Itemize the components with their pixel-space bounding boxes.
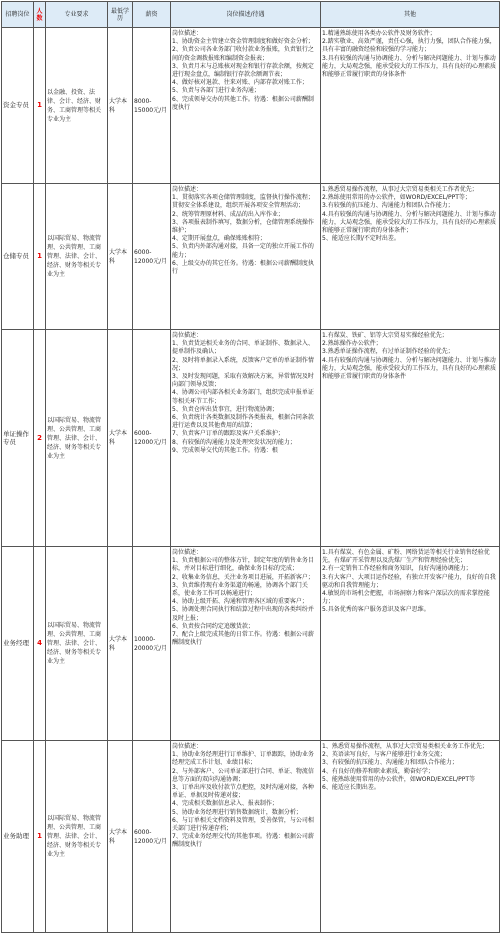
other-line: 2.有一定销售工作经验和商务知识，良好沟通协调能力； xyxy=(322,565,472,573)
major-cell: 以国际贸易、物流管理、公共管理、工商管理、法律、会计、经济、财务等相关专业为主 xyxy=(46,184,108,330)
duty-line: 1、协助资金主管建立资金管理制度和做好资金分析； xyxy=(172,38,314,46)
other-line: 4.具有较强的沟通与协调能力、分析与解决问题能力、计划与推动能力，大局观念强，能承受较大的工作压力，具有良好的心理素质和能够正常履行职责的身体条件； xyxy=(322,210,497,235)
duties-cell xyxy=(171,547,321,741)
degree-cell: 大学本科 xyxy=(108,330,133,547)
duty-line: 2、统筹管理原材料、成品的出入库作业； xyxy=(172,210,284,218)
count-cell: 1 xyxy=(34,184,46,330)
header-position: 招聘岗位 xyxy=(2,2,34,28)
header-other: 其他 xyxy=(321,2,500,28)
position-cell: 业务助理 xyxy=(2,741,34,933)
other-line: 4、有良好的修养和职业素质，勤奋好学； xyxy=(322,767,434,775)
count-cell: 1 xyxy=(34,28,46,184)
duty-line: 3、各项报表制作填写，数据分析，仓储管理系统操作维护； xyxy=(172,218,314,235)
duty-line: 5、负责仓库出货事宜，进行物流协调； xyxy=(172,405,278,413)
duty-line: 2、及时将单据录入系统，反馈客户定单的单证制作情况； xyxy=(172,356,314,372)
degree-cell: 大学本科 xyxy=(108,547,133,741)
duty-line: 6、与订单相关文档资料及管理，妥善保管，与公司相关部门进行传递存档； xyxy=(172,816,314,833)
duty-line: 9、完成领导交代的其他工作。待遇：根 xyxy=(172,446,278,454)
header-row xyxy=(2,2,500,28)
major-cell: 以金融、投资、法律、会计、经济、财务、工商管理等相关专业为主 xyxy=(46,28,108,184)
header-major: 专业要求 xyxy=(46,2,108,28)
table-row xyxy=(2,28,500,184)
table-row xyxy=(2,184,500,330)
other-line: 1、熟悉贸易操作流程，从事过大宗贸易类相关业务工作优先； xyxy=(322,743,488,750)
duty-line: 2、负责公司各业务部门收付款业务报账，负责银行之间的资金调拨报账和编制资金报表； xyxy=(172,46,314,62)
position-cell: 单证操作专员 xyxy=(2,330,34,547)
other-line: 6、能适应长期出差。 xyxy=(322,784,380,792)
other-cell xyxy=(321,184,500,330)
other-line: 3.有较强的抗压能力、沟通能力和团队合作能力； xyxy=(322,202,454,210)
other-cell xyxy=(321,330,500,547)
duty-line: 7、完成业务经理交代的其他事项。待遇：根据公司薪酬制度执行 xyxy=(172,833,314,849)
header-duties: 岗位描述/待遇 xyxy=(171,2,321,28)
other-line: 5、能熟练使用常用的办公软件，如WORD/EXCEL/PPT等 xyxy=(322,775,475,783)
duty-line: 岗位描述： xyxy=(172,549,203,556)
duty-line: 岗位描述： xyxy=(172,743,203,750)
duty-line: 岗位描述： xyxy=(172,30,203,37)
duty-line: 岗位描述： xyxy=(172,332,203,339)
duties-cell xyxy=(171,28,321,184)
duty-line: 1、协助业务经理进行订单维护、订单跟踪，协助业务经理完成工作计划、业绩目标； xyxy=(172,751,314,767)
duty-line: 2、与外部客户、公司单证部进行合同、单证、物流信息等方面的双向沟通协调； xyxy=(172,767,314,783)
duty-line: 4、协助上级开拓、沟通和管理各区域的重要客户； xyxy=(172,598,308,606)
count-cell: 4 xyxy=(34,547,46,741)
major-cell: 以国际贸易、物流管理、公共管理、工商管理、法律、会计、经济、财务等相关专业为主 xyxy=(46,741,108,933)
other-cell xyxy=(321,547,500,741)
duty-line: 4、定期开展盘点，确保账账相符； xyxy=(172,235,266,243)
degree-cell: 大学本科 xyxy=(108,28,133,184)
table-row xyxy=(2,330,500,547)
duty-line: 5、协助业务经理进行销售数据统计，数据分析； xyxy=(172,808,302,816)
position-cell: 资金专员 xyxy=(2,28,34,184)
other-line: 4.具有较强的沟通与协调能力、分析与解决问题能力、计划与推动能力，大局观念强，能承受较大的工作压力，具有良好的心理素质和能够正常履行职责的身体条件 xyxy=(322,356,497,381)
count-cell: 2 xyxy=(34,330,46,547)
other-line: 4.敏锐的市场机会把握，市场洞察力和客户深层次的需求掌控能力； xyxy=(322,590,490,606)
other-line: 2.熟练使用常用的办公软件，如WORD/EXCEL/PPT等； xyxy=(322,194,471,202)
duty-line: 4、做好核对退款、往来对账、内部存款对账工作； xyxy=(172,79,308,87)
salary-cell: 8000-15000元/月 xyxy=(133,28,171,184)
duty-line: 4、协调公司内部各相关业务部门，组织完成申报单证等相关环节工作； xyxy=(172,389,314,405)
other-line: 3.有大客户、大项目运作经验，有独立开发客户能力，良好的自我驱动和自我管理能力； xyxy=(322,573,496,589)
other-line: 2.踏实敬业、高效严谨，责任心强，执行力强，团队合作能力强，具有丰富的融资经验和较强的学习能力； xyxy=(322,38,496,54)
duty-line: 5、负责与各部门进行业务沟通； xyxy=(172,87,260,95)
position-cell: 仓储专员 xyxy=(2,184,34,330)
header-salary: 薪资 xyxy=(133,2,171,28)
duties-cell xyxy=(171,184,321,330)
duties-cell xyxy=(171,330,321,547)
header-count: 人数 xyxy=(34,2,46,28)
count-cell: 1 xyxy=(34,741,46,933)
duty-line: 5、协调处理合同执行和结算过程中出现的各类纠纷并及时上报； xyxy=(172,606,314,622)
duty-line: 7、负责客户订单的跟踪及客户关系维护； xyxy=(172,430,284,438)
other-line: 5、能适应长期/不定时出差。 xyxy=(322,235,400,243)
duty-line: 1、负责根据公司的整体方针，制定年度的销售业务目标，并对目标进行细化，确保业务目标的完成； xyxy=(172,557,314,573)
duty-line: 7、配合上级完成其他的日常工作。待遇：根据公司薪酬制度执行 xyxy=(172,631,314,647)
duty-line: 1、负责货运相关业务的合同、单证制作、数据录入、提单制作及确认； xyxy=(172,340,314,356)
other-line: 1.熟悉贸易操作流程，从事过大宗贸易类相关工作者优先； xyxy=(322,186,478,193)
duty-line: 5、负责内外部沟通对接，具备一定的独立开展工作的能力； xyxy=(172,243,314,259)
salary-cell: 10000-20000元/月 xyxy=(133,547,171,741)
duty-line: 岗位描述： xyxy=(172,186,203,193)
duty-line: 3、负责维持现有业务渠道的畅通，协调各个部门关系，使业务工作可以畅通进行； xyxy=(172,581,308,598)
degree-cell: 大学本科 xyxy=(108,184,133,330)
duty-line: 3、负责月末与总账核对现金和银行存款余额，按规定进行现金盘点，编制银行存款余额调节表； xyxy=(172,62,314,79)
other-line: 1.有煤炭、铁矿、铝等大宗贸易实操经验优先； xyxy=(322,332,448,339)
other-line: 1.具有煤炭、有色金属、矿粉、网络货运等相关行业销售经验优先，有煤矿开采管理以及洗煤厂生产和管理经验优先； xyxy=(322,549,490,565)
duty-line: 6、上级交办的其它任务。待遇：根据公司薪酬制度执行 xyxy=(172,259,314,276)
major-cell: 以国际贸易、物流管理、公共管理、工商管理、法律、会计、经济、财务等相关专业为主 xyxy=(46,330,108,547)
header-degree: 最低学历 xyxy=(108,2,133,28)
other-cell xyxy=(321,28,500,184)
recruitment-table xyxy=(1,1,500,933)
table-row xyxy=(2,741,500,933)
salary-cell: 6000-12000元/月 xyxy=(133,741,171,933)
other-line: 5.具备优秀的客户服务意识及客户思维。 xyxy=(322,606,430,614)
duty-line: 2、收集业务信息，关注业务项目进展，开拓新客户； xyxy=(172,573,314,581)
duty-line: 8、有较强的沟通能力及处理突发状况的能力； xyxy=(172,438,296,446)
table-row xyxy=(2,547,500,741)
duties-cell xyxy=(171,741,321,933)
other-line: 2.熟练操作办公软件； xyxy=(322,340,382,348)
salary-cell: 6000-12000元/月 xyxy=(133,330,171,547)
duty-line: 6、负责统计各类数据及制作各类报表，根据合同条款进行运费以及其他费用的结算； xyxy=(172,414,314,430)
other-cell xyxy=(321,741,500,933)
duty-line: 6、完成领导交办的其他工作。待遇：根据公司薪酬制度执行 xyxy=(172,95,314,111)
salary-cell: 6000-12000元/月 xyxy=(133,184,171,330)
other-line: 3.具有较强的沟通与协调能力、分析与解决问题能力、计划与推动能力，大局观念强，能承受较大的工作压力，具有良好的心理素质和能够正常履行职责的身体条件 xyxy=(322,54,497,79)
duty-line: 3、订单出库及收付款节点把控，及时沟通对接，各种单证、单据及时传递对接； xyxy=(172,784,314,800)
duty-line: 1、贯彻落实各项仓储管理制度，监督执行操作流程；贯彻安全体系建设，组织开展各项安全管理活动； xyxy=(172,194,314,210)
duty-line: 4、完成相关数据信息录入、报表制作； xyxy=(172,800,278,808)
duty-line: 6、负责按合同约定追缴货款； xyxy=(172,622,254,630)
duty-line: 3、及时发现问题，采取有效解决方案，异常情况及时向部门领导反馈； xyxy=(172,373,314,389)
degree-cell: 大学本科 xyxy=(108,741,133,933)
major-cell: 以国际贸易、物流管理、公共管理、工商管理、法律、会计、经济、财务等相关专业为主 xyxy=(46,547,108,741)
other-line: 3、有较强的抗压能力、沟通能力和团队合作能力； xyxy=(322,759,458,767)
other-line: 2、英语读写良好，与客户能够进行业务交流； xyxy=(322,751,446,759)
other-line: 1.精通熟练使用各类办公软件及财务软件； xyxy=(322,30,436,37)
other-line: 3.熟悉单证操作流程，有过单证制作经验的优先； xyxy=(322,348,454,356)
position-cell: 业务经理 xyxy=(2,547,34,741)
